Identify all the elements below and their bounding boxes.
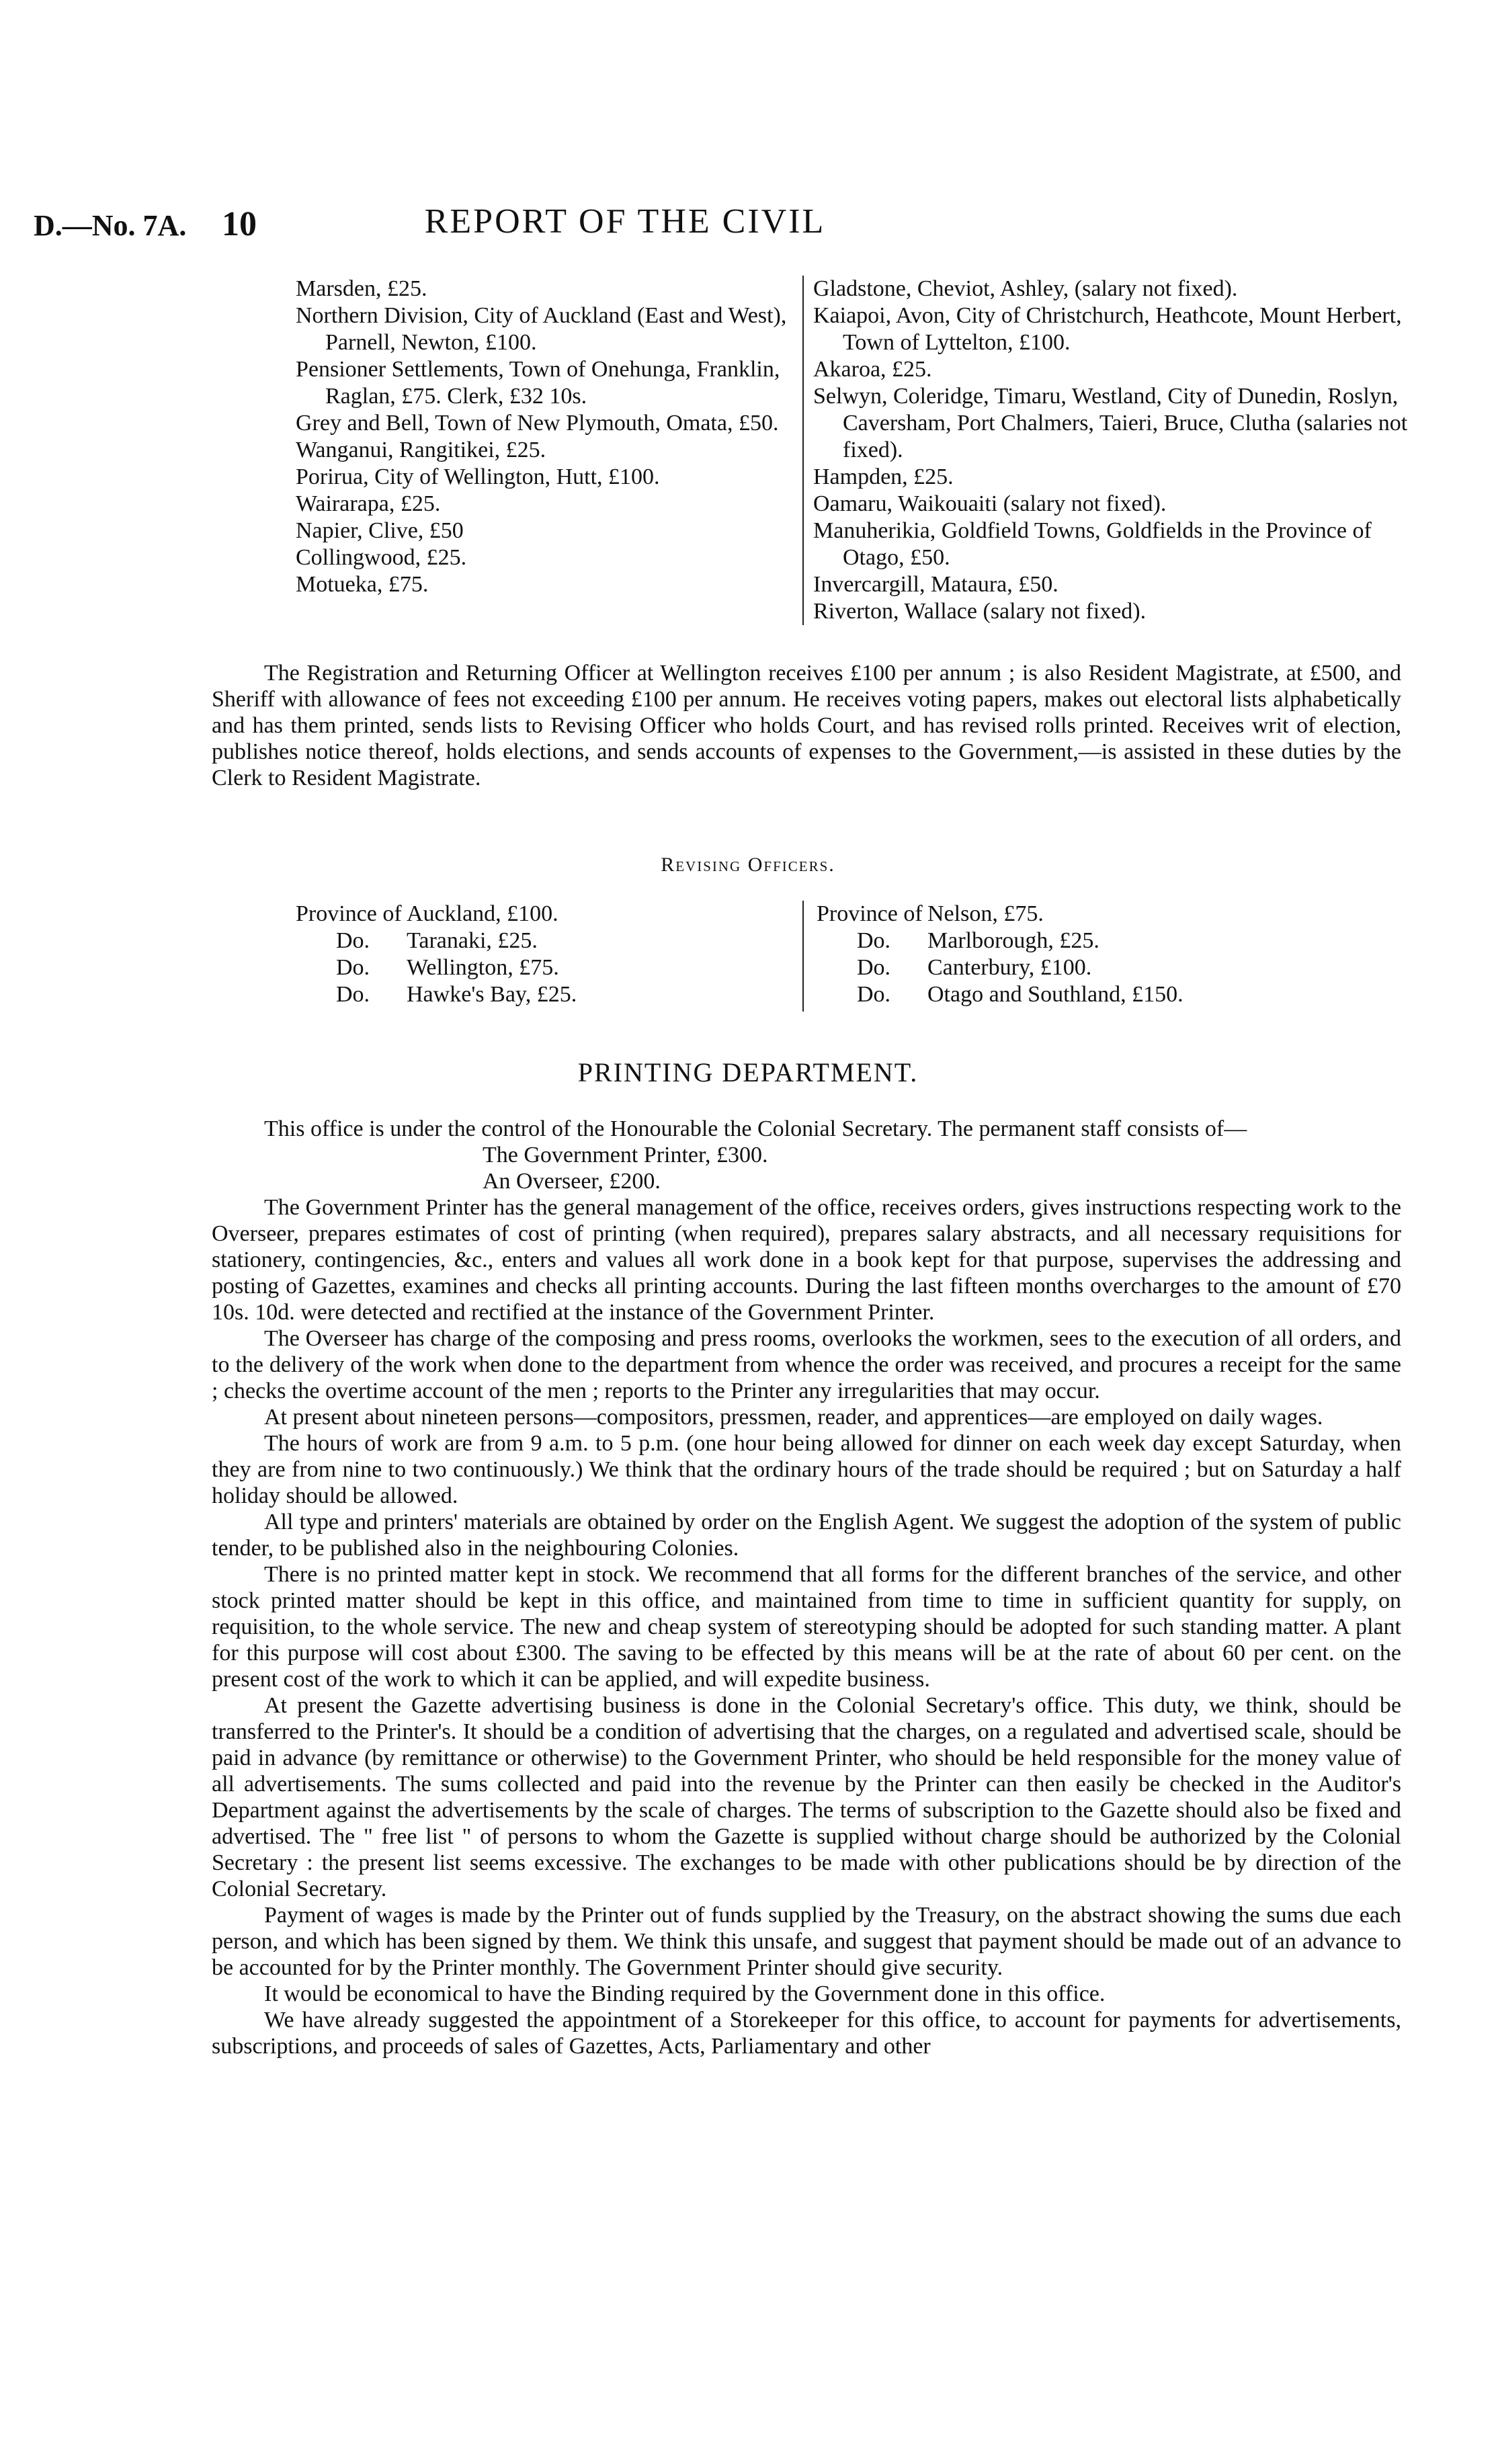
page-header bbox=[34, 202, 1462, 255]
paragraph: This office is under the control of the Honourable the Colonial Secretary. The permanent staff consists of— bbox=[264, 1116, 1247, 1141]
column-divider bbox=[802, 276, 804, 625]
list-item: Invercargill, Mataura, £50. bbox=[813, 572, 1058, 597]
document-reference: D.—No. 7A. bbox=[34, 209, 187, 242]
revising-officers-heading: Revising Officers. bbox=[661, 854, 835, 876]
list-item: Selwyn, Coleridge, Timaru, Westland, City of Dunedin, Roslyn, Caversham, Port Chalmers, Taieri, Bruce, Clutha (salaries not fixed). bbox=[813, 384, 1408, 462]
list-item: Oamaru, Waikouaiti (salary not fixed). bbox=[813, 491, 1167, 516]
list-item: Do. Marlborough, £25. bbox=[857, 928, 1099, 953]
running-title: REPORT OF THE CIVIL bbox=[424, 202, 826, 241]
page-number: 10 bbox=[222, 205, 257, 243]
list-item: Marsden, £25. bbox=[296, 276, 427, 301]
list-item: Akaroa, £25. bbox=[813, 357, 932, 382]
printing-department-heading: PRINTING DEPARTMENT. bbox=[577, 1057, 919, 1087]
list-item: Manuherikia, Goldfield Towns, Goldfields in the Province of Otago, £50. bbox=[813, 518, 1372, 570]
list-item: Grey and Bell, Town of New Plymouth, Omata, £50. bbox=[296, 411, 779, 436]
revising-list-left bbox=[296, 901, 793, 1008]
paragraph: There is no printed matter kept in stock. We recommend that all forms for the different branches of the service, and other stock printed matter should be kept in this office, and maintained from time to time in sufficient quantity for supply, on requisition, to the whole service. The new and cheap system of stereotyping should be adopted for such standing matter. A plant for this purpose will cost about £300. The saving to be effected by this means will be at the rate of about 60 per cent. on the present cost of the work to which it can be applied, and will expedite business. bbox=[212, 1562, 1401, 1692]
paragraph: The hours of work are from 9 a.m. to 5 p.m. (one hour being allowed for dinner on each week day except Saturday, when they are from nine to two continuously.) We think that the ordinary hours of the trade should be required ; but on Saturday a half holiday should be allowed. bbox=[212, 1431, 1401, 1508]
paragraph: All type and printers' materials are obtained by order on the English Agent. We suggest the adoption of the system of public tender, to be published also in the neighbouring Colonies. bbox=[212, 1510, 1401, 1561]
list-item: Wairarapa, £25. bbox=[296, 491, 441, 516]
returning-officer-paragraph bbox=[212, 660, 1401, 791]
list-item: Napier, Clive, £50 bbox=[296, 518, 464, 543]
paragraph: We have already suggested the appointment of a Storekeeper for this office, to account for payments for advertisements, subscriptions, and proceeds of sales of Gazettes, Acts, Parliamentary and other bbox=[212, 2008, 1401, 2059]
list-item: Collingwood, £25. bbox=[296, 545, 467, 570]
registration-officers-list bbox=[296, 276, 1411, 625]
list-item: Do. Taranaki, £25. bbox=[336, 928, 538, 953]
list-item: Wanganui, Rangitikei, £25. bbox=[296, 438, 546, 462]
column-divider bbox=[802, 901, 804, 1012]
list-item: Porirua, City of Wellington, Hutt, £100. bbox=[296, 464, 660, 489]
list-item: Do. Hawke's Bay, £25. bbox=[336, 982, 577, 1007]
paragraph: The Government Printer has the general management of the office, receives orders, gives instructions respecting work to the Overseer, prepares estimates of cost of printing (when required), prepares salary abstracts, and all necessary requisitions for stationery, contingencies, &c., enters and values all work done in a book kept for that purpose, supervises the addressing and posting of Gazettes, examines and checks all printing accounts. During the last fifteen months overcharges to the amount of £70 10s. 10d. were detected and rectified at the instance of the Government Printer. bbox=[212, 1195, 1401, 1325]
paragraph: It would be economical to have the Binding required by the Government done in this office. bbox=[264, 1981, 1106, 2006]
list-item: Pensioner Settlements, Town of Onehunga, Franklin, Raglan, £75. Clerk, £32 10s. bbox=[296, 357, 780, 409]
list-item: Do. Wellington, £75. bbox=[336, 955, 559, 980]
revising-list-right bbox=[817, 901, 1411, 1008]
staff-item: An Overseer, £200. bbox=[483, 1169, 661, 1194]
staff-item: The Government Printer, £300. bbox=[483, 1143, 768, 1167]
paragraph: The Overseer has charge of the composing and press rooms, overlooks the workmen, sees to the execution of all orders, and to the delivery of the work when done to the department from whence the order was received, and procures a receipt for the same ; checks the overtime account of the men ; reports to the Printer any irregularities that may occur. bbox=[212, 1326, 1401, 1403]
paragraph: At present the Gazette advertising business is done in the Colonial Secretary's office. This duty, we think, should be transferred to the Printer's. It should be a condition of advertising that the charges, on a regulated and advertised scale, should be paid in advance (by remittance or otherwise) to the Government Printer, who should be held responsible for the money value of all advertisements. The sums collected and paid into the revenue by the Printer can then easily be checked in the Auditor's Department against the advertisements by the scale of charges. The terms of subscription to the Gazette should also be fixed and advertised. The " free list " of persons to whom the Gazette is supplied without charge should be authorized by the Colonial Secretary : the present list seems excessive. The exchanges to be made with other publications should be by direction of the Colonial Secretary. bbox=[212, 1693, 1401, 1901]
list-item: Motueka, £75. bbox=[296, 572, 429, 597]
paragraph: The Registration and Returning Officer at Wellington receives £100 per annum ; is also Resident Magistrate, at £500, and Sheriff with allowance of fees not exceeding £100 per annum. He receives voting papers, makes out electoral lists alphabetically and has them printed, sends lists to Revising Officer who holds Court, and has revised rolls printed. Receives writ of election, publishes notice thereof, holds elections, and sends accounts of expenses to the Government,—is assisted in these duties by the Clerk to Resident Magistrate. bbox=[212, 661, 1401, 790]
revising-officers-list bbox=[296, 901, 1411, 1015]
list-item: Gladstone, Cheviot, Ashley, (salary not fixed). bbox=[813, 276, 1238, 301]
registration-list-right bbox=[813, 276, 1411, 625]
printing-department-body bbox=[212, 1116, 1401, 2059]
registration-list-left bbox=[296, 276, 793, 598]
paragraph: Payment of wages is made by the Printer out of funds supplied by the Treasury, on the abstract showing the sums due each person, and which has been signed by them. We think this unsafe, and suggest that payment should be made out of an advance to be accounted for by the Printer monthly. The Government Printer should give security. bbox=[212, 1903, 1401, 1980]
list-item: Kaiapoi, Avon, City of Christchurch, Heathcote, Mount Herbert, Town of Lyttelton, £100. bbox=[813, 303, 1402, 355]
list-item: Hampden, £25. bbox=[813, 464, 954, 489]
list-item: Northern Division, City of Auckland (East and West), Parnell, Newton, £100. bbox=[296, 303, 787, 355]
list-item: Do. Canterbury, £100. bbox=[857, 955, 1092, 980]
list-item: Province of Auckland, £100. bbox=[296, 901, 558, 926]
list-item: Do. Otago and Southland, £150. bbox=[857, 982, 1183, 1007]
list-item: Province of Nelson, £75. bbox=[817, 901, 1044, 926]
list-item: Riverton, Wallace (salary not fixed). bbox=[813, 599, 1147, 624]
paragraph: At present about nineteen persons—compositors, pressmen, reader, and apprentices—are employed on daily wages. bbox=[264, 1405, 1323, 1430]
